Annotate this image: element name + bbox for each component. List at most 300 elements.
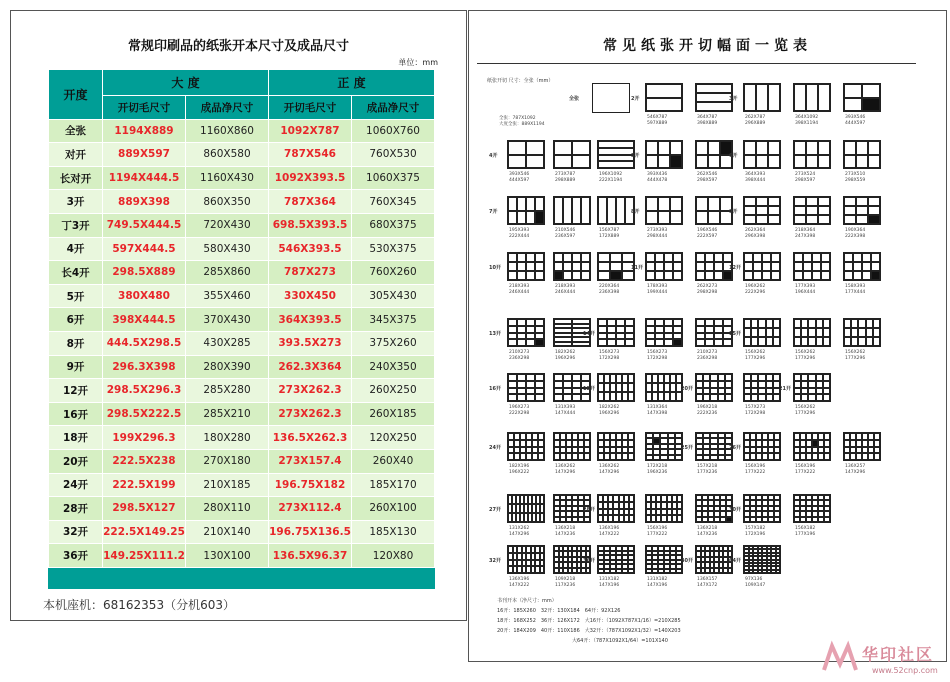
cut-cell <box>676 392 682 401</box>
cut-cell <box>794 84 806 111</box>
size-cell: 185X130 <box>352 520 435 544</box>
cut-cell <box>584 433 590 440</box>
diagram-caption <box>555 172 575 184</box>
row-label: 3开 <box>49 190 103 214</box>
cut-cell <box>628 440 634 447</box>
cut-cell <box>728 568 733 573</box>
caption-line: 177X393 <box>795 284 816 289</box>
cut-cell <box>581 271 590 280</box>
caption-line: 172X298 <box>745 411 766 416</box>
cut-cell <box>816 381 823 388</box>
size-cell: 680X375 <box>352 213 435 237</box>
cut-diagram <box>695 373 733 402</box>
row-label: 32开 <box>489 558 501 564</box>
caption-line: 298X298 <box>697 290 718 295</box>
notes-heading: 书刊开本（净尺寸：mm） <box>497 598 557 604</box>
paper-cut-chart-panel <box>468 10 947 662</box>
row-label: 6开 <box>49 308 103 332</box>
caption-line: 398X444 <box>745 178 766 183</box>
caption-line: 182X262 <box>555 350 576 355</box>
chart-title: 常见纸张开切幅面一览表 <box>603 38 812 54</box>
cut-cell <box>794 319 801 328</box>
cut-cell <box>758 328 765 337</box>
size-cell: 1194X889 <box>103 119 186 143</box>
row-label: 32开 <box>49 520 103 544</box>
cut-diagram <box>793 140 831 169</box>
cut-cell <box>806 197 818 206</box>
row-label: 5开 <box>49 284 103 308</box>
caption-line: 222X296 <box>745 290 766 295</box>
cut-cell <box>851 319 858 328</box>
cut-cell <box>816 337 823 346</box>
cut-cell <box>705 319 714 326</box>
diagram-caption <box>795 350 815 362</box>
cut-cell <box>646 84 682 98</box>
cut-cell <box>801 319 808 328</box>
item-label: 20开 <box>681 386 693 392</box>
cut-cell <box>660 455 667 460</box>
cut-cell <box>540 566 545 573</box>
caption-line: 136X196 <box>509 577 530 582</box>
caption-line: 178X393 <box>647 284 668 289</box>
caption-line: 136X157 <box>697 577 718 582</box>
cut-cell <box>774 447 780 454</box>
cut-cell <box>696 141 708 155</box>
cut-cell <box>655 271 664 280</box>
cut-cell <box>696 102 732 111</box>
watermark-text: 华印社区 <box>862 645 935 664</box>
diagram-caption <box>795 526 815 538</box>
cut-cell <box>625 326 634 333</box>
diagram-caption <box>745 228 765 240</box>
size-cell: 370X430 <box>186 308 269 332</box>
cut-cell <box>773 374 780 381</box>
size-cell: 375X260 <box>352 331 435 355</box>
cut-diagram <box>743 373 781 402</box>
caption-line: 444X597 <box>845 121 866 126</box>
caption-line: 131X182 <box>647 577 668 582</box>
cut-cell <box>554 394 563 401</box>
caption-line: 177X222 <box>647 532 668 537</box>
cut-cell <box>535 319 544 326</box>
cut-cell <box>710 388 717 395</box>
cut-cell <box>808 337 815 346</box>
diagram-caption <box>745 405 765 417</box>
cut-cell <box>696 381 703 388</box>
size-cell: 787X546 <box>269 143 352 167</box>
phone-number: 本机座机：68162353（分机603） <box>43 598 235 612</box>
table-row <box>49 497 435 521</box>
row-label: 丁3开 <box>49 213 103 237</box>
caption-line: 172X889 <box>599 234 620 239</box>
cut-cell <box>758 394 765 401</box>
caption-line: 218X393 <box>509 284 530 289</box>
cut-diagram <box>597 373 635 402</box>
cut-cell <box>675 455 682 460</box>
caption-line: 247X398 <box>795 234 816 239</box>
cut-diagram <box>695 252 733 281</box>
cut-cell <box>853 253 862 262</box>
cut-cell <box>818 141 830 155</box>
cut-diagram <box>743 318 781 347</box>
cut-cell <box>508 197 517 211</box>
caption-line: 222X1194 <box>599 178 623 183</box>
cut-cell <box>808 388 815 395</box>
size-cell: 546X393.5 <box>269 237 352 261</box>
cut-cell <box>816 328 823 337</box>
table-row <box>49 119 435 143</box>
item-label: 9开 <box>729 209 738 215</box>
caption-line: 177X196 <box>795 532 816 537</box>
cut-cell <box>517 197 526 211</box>
row-label: 长4开 <box>49 261 103 285</box>
cut-cell <box>823 381 830 388</box>
cut-cell <box>801 374 808 381</box>
cut-diagram <box>793 196 831 225</box>
diagram-caption <box>555 350 575 362</box>
cut-cell <box>629 502 634 509</box>
size-cell: 860X350 <box>186 190 269 214</box>
cut-cell <box>526 262 535 271</box>
cut-cell <box>517 388 526 395</box>
cut-diagram <box>843 318 881 347</box>
caption-line: 172X298 <box>599 356 620 361</box>
diagram-caption <box>599 228 619 240</box>
cut-diagram <box>743 494 781 523</box>
cut-diagram <box>507 252 545 281</box>
diagram-caption <box>555 464 575 476</box>
cut-cell <box>818 84 830 111</box>
size-cell: 1160X430 <box>186 166 269 190</box>
cut-cell <box>664 326 673 333</box>
size-cell: 273X262.3 <box>269 379 352 403</box>
diagram-caption <box>697 526 717 538</box>
cut-cell <box>824 440 830 447</box>
cut-cell <box>616 326 625 333</box>
caption-line: 136X196 <box>599 526 620 531</box>
cut-diagram <box>507 494 545 523</box>
cut-cell <box>673 271 682 280</box>
size-cell: 398X444.5 <box>103 308 186 332</box>
cut-cell <box>705 253 714 262</box>
cut-cell <box>535 253 544 262</box>
cut-cell <box>818 206 830 215</box>
caption-line: 222X298 <box>509 411 530 416</box>
cut-cell <box>744 328 751 337</box>
cut-diagram <box>695 318 733 347</box>
cut-cell <box>670 197 682 211</box>
cut-cell <box>856 197 868 206</box>
caption-line: 131X393 <box>555 405 576 410</box>
cut-cell <box>526 319 535 326</box>
cut-cell <box>862 84 880 98</box>
cut-cell <box>554 197 563 224</box>
diagram-caption <box>555 526 575 538</box>
cut-cell <box>751 337 758 346</box>
diagram-caption <box>845 228 865 240</box>
size-cell: 120X250 <box>352 426 435 450</box>
caption-line: 364X787 <box>697 115 718 120</box>
cut-cell <box>535 197 544 211</box>
cut-diagram <box>743 140 781 169</box>
cut-cell <box>744 155 756 169</box>
cut-cell <box>526 211 535 225</box>
diagram-caption <box>647 284 667 296</box>
cut-cell <box>773 328 780 337</box>
cut-cell <box>705 262 714 271</box>
cut-cell <box>844 84 862 98</box>
cut-cell <box>554 253 563 262</box>
cut-cell <box>874 447 880 454</box>
cut-cell <box>696 271 705 280</box>
cut-cell <box>629 515 634 522</box>
size-cell: 364X393.5 <box>269 308 352 332</box>
caption-line: 全张：787X1092 <box>499 116 536 121</box>
caption-line: 136X262 <box>599 464 620 469</box>
table-body <box>49 119 435 567</box>
caption-line: 172X298 <box>647 356 668 361</box>
cut-cell <box>768 155 780 169</box>
cut-cell <box>696 93 732 102</box>
cut-cell <box>801 388 808 395</box>
cut-diagram <box>843 252 881 281</box>
caption-line: 210X273 <box>697 350 718 355</box>
table-row <box>49 544 435 568</box>
cut-cell <box>517 339 526 346</box>
cut-cell <box>803 262 812 271</box>
cut-cell <box>871 253 880 262</box>
cut-cell <box>540 495 544 504</box>
cut-cell <box>758 381 765 388</box>
cut-cell <box>584 440 590 447</box>
subheader: 成品净尺寸 <box>352 96 435 120</box>
diagram-caption <box>745 464 765 476</box>
size-cell: 240X350 <box>352 355 435 379</box>
caption-line: 222X236 <box>697 411 718 416</box>
subheader: 开切毛尺寸 <box>103 96 186 120</box>
cut-cell <box>581 197 590 224</box>
table-row <box>49 402 435 426</box>
cut-cell <box>862 262 871 271</box>
cut-cell <box>628 447 634 454</box>
cut-cell <box>696 84 732 93</box>
item-label: 15开 <box>729 331 741 337</box>
cut-diagram <box>843 432 881 461</box>
size-cell: 222.5X149.25 <box>103 520 186 544</box>
cut-cell <box>774 433 780 440</box>
size-cell: 185X170 <box>352 473 435 497</box>
cut-diagram <box>743 432 781 461</box>
cut-cell <box>714 253 723 262</box>
caption-line: 444X478 <box>647 178 668 183</box>
caption-line: 398X1194 <box>795 121 819 126</box>
cut-cell <box>823 374 830 381</box>
size-cell: 273X262.3 <box>269 402 352 426</box>
cut-cell <box>756 84 768 111</box>
cut-cell <box>703 388 710 395</box>
cut-diagram <box>553 432 591 461</box>
caption-line: 196X236 <box>647 470 668 475</box>
cut-cell <box>725 381 732 388</box>
item-label: 40开 <box>681 558 693 564</box>
caption-line: 222X597 <box>697 234 718 239</box>
row-label: 12开 <box>49 379 103 403</box>
caption-line: 147X236 <box>697 532 718 537</box>
caption-line: 177X296 <box>795 356 816 361</box>
caption-line: 236X298 <box>697 356 718 361</box>
cut-diagram <box>793 373 831 402</box>
cut-cell <box>803 253 812 262</box>
row-label: 4开 <box>49 237 103 261</box>
caption-line: 296X398 <box>745 234 766 239</box>
cut-cell <box>801 328 808 337</box>
caption-line: 177X296 <box>795 411 816 416</box>
cut-cell <box>858 337 865 346</box>
cut-cell <box>726 517 732 522</box>
cut-cell <box>508 155 526 169</box>
cut-cell <box>646 98 682 112</box>
cut-cell <box>871 262 880 271</box>
paper-size-table-panel <box>10 10 467 621</box>
cut-cell <box>866 328 873 337</box>
size-cell: 580X430 <box>186 237 269 261</box>
cut-cell <box>844 271 853 280</box>
cut-cell <box>874 440 880 447</box>
size-cell: 787X364 <box>269 190 352 214</box>
cut-cell <box>844 262 853 271</box>
diagram-caption <box>795 172 815 184</box>
cut-diagram <box>645 432 683 461</box>
diagram-caption <box>509 172 529 184</box>
cut-cell <box>766 394 773 401</box>
cut-cell <box>774 517 780 522</box>
cut-diagram <box>793 432 831 461</box>
cut-cell <box>572 262 581 271</box>
caption-line: 大度全张：889X1194 <box>499 122 545 127</box>
diagram-caption <box>509 526 529 538</box>
caption-line: 97X136 <box>745 577 763 582</box>
cut-diagram <box>597 545 635 574</box>
caption-line: 136X257 <box>845 464 866 469</box>
diagram-caption <box>745 526 765 538</box>
title-divider <box>477 63 916 64</box>
cut-cell <box>771 262 780 271</box>
caption-line: 196X296 <box>555 356 576 361</box>
size-cell: 298.5X127 <box>103 497 186 521</box>
page-title: 常规印刷品的纸张开本尺寸及成品尺寸 <box>127 39 349 54</box>
sheet-caption <box>499 116 545 128</box>
diagram-caption <box>509 350 529 362</box>
cut-diagram <box>507 373 545 402</box>
cut-cell <box>696 319 705 326</box>
row-label: 27开 <box>489 507 501 513</box>
cut-cell <box>673 262 682 271</box>
diagram-caption <box>555 228 575 240</box>
cut-cell <box>677 515 682 522</box>
cut-cell <box>563 374 572 381</box>
cut-cell <box>535 333 544 340</box>
full-sheet-diagram <box>592 83 630 113</box>
caption-line: 156X273 <box>647 350 668 355</box>
cut-diagram <box>743 252 781 281</box>
cut-cell <box>866 319 873 328</box>
cut-cell <box>535 388 544 395</box>
cut-cell <box>851 337 858 346</box>
size-cell: 380X480 <box>103 284 186 308</box>
caption-line: 158X393 <box>845 284 866 289</box>
caption-line: 136X262 <box>555 464 576 469</box>
cut-cell <box>844 337 851 346</box>
cut-cell <box>818 215 830 224</box>
cut-cell <box>563 271 572 280</box>
cut-cell <box>696 339 705 346</box>
cut-cell <box>823 319 830 328</box>
size-cell: 1060X760 <box>352 119 435 143</box>
cut-cell <box>801 394 808 401</box>
cut-cell <box>744 206 756 215</box>
table-row <box>49 190 435 214</box>
cut-diagram <box>793 494 831 523</box>
cut-cell <box>598 148 634 155</box>
cut-cell <box>554 381 563 388</box>
cut-cell <box>646 339 655 346</box>
size-cell: 222.5X199 <box>103 473 186 497</box>
item-label: 36开 <box>583 558 595 564</box>
size-cell: 330X450 <box>269 284 352 308</box>
cut-cell <box>628 569 634 574</box>
cut-diagram <box>793 252 831 281</box>
cut-cell <box>554 262 563 271</box>
cut-cell <box>554 374 563 381</box>
size-cell: 273X112.4 <box>269 497 352 521</box>
size-cell: 345X375 <box>352 308 435 332</box>
cut-cell <box>718 388 725 395</box>
cut-cell <box>572 271 581 280</box>
cut-cell <box>526 333 535 340</box>
cut-cell <box>874 453 880 460</box>
cut-cell <box>710 394 717 401</box>
cut-cell <box>526 394 535 401</box>
size-cell: 430X285 <box>186 331 269 355</box>
cut-cell <box>670 141 682 155</box>
row-label: 16开 <box>49 402 103 426</box>
cut-cell <box>794 337 801 346</box>
table-row <box>49 473 435 497</box>
cut-cell <box>708 197 720 211</box>
cut-cell <box>658 197 670 211</box>
caption-line: 298X889 <box>555 178 576 183</box>
diagram-caption <box>599 284 619 296</box>
row-label: 16开 <box>489 386 501 392</box>
cut-cell <box>598 155 634 162</box>
cut-cell <box>508 374 517 381</box>
cut-cell <box>868 141 880 155</box>
size-cell: 760X530 <box>352 143 435 167</box>
cut-cell <box>794 141 806 155</box>
cut-cell <box>824 433 830 440</box>
size-cell: 285X280 <box>186 379 269 403</box>
size-cell: 222.5X238 <box>103 449 186 473</box>
cut-cell <box>526 326 535 333</box>
cut-cell <box>714 319 723 326</box>
cut-cell <box>812 271 821 280</box>
cut-cell <box>714 326 723 333</box>
cut-diagram <box>507 140 545 169</box>
cut-cell <box>794 206 806 215</box>
cut-diagram <box>843 140 881 169</box>
cut-cell <box>844 98 862 112</box>
cut-cell <box>873 337 880 346</box>
